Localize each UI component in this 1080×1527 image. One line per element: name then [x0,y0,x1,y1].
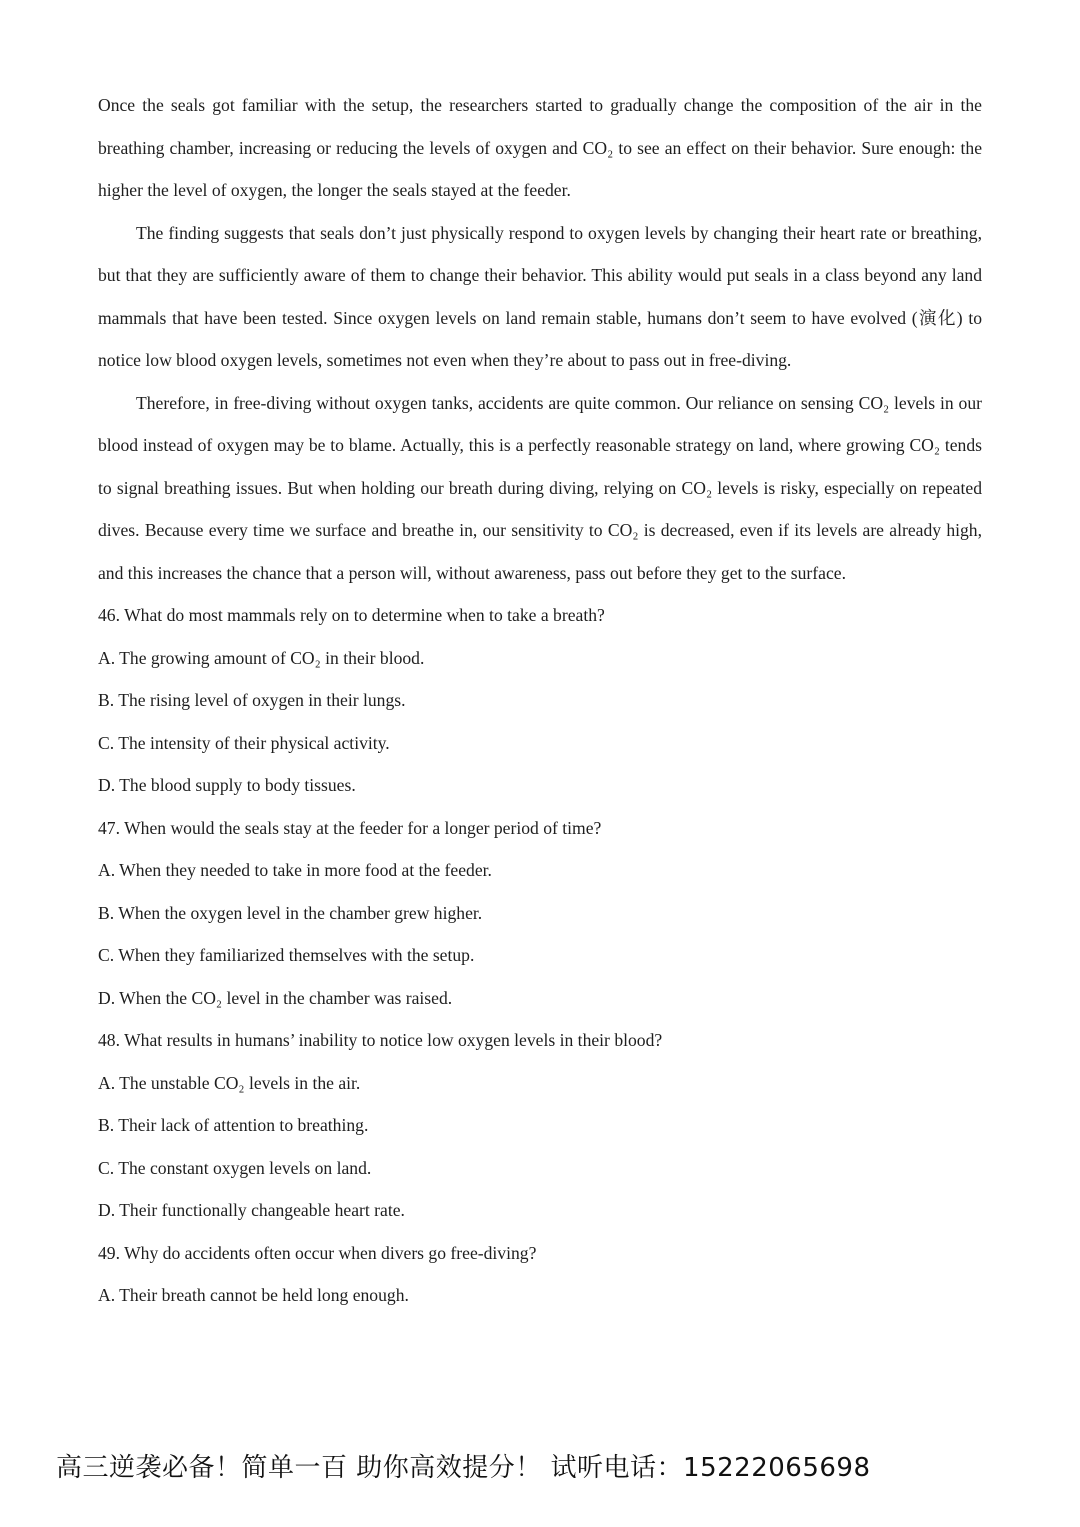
passage-paragraph-2: The finding suggests that seals don’t just physically respond to oxygen levels by changing their heart rate or breathing, but that they are sufficiently aware of them to change their behavior. This ability would put seals in a class beyond any land mammals that have been tested. Since oxygen levels on land remain stable, humans don’t seem to have evolved (演化) to notice low blood oxygen levels, sometimes not even when they’re about to pass out in free-diving. [98,222,982,370]
answer-option: C. When they familiarized themselves with the setup. [98,945,475,965]
answer-option: C. The intensity of their physical activity. [98,732,390,753]
answer-option: B. The rising level of oxygen in their lungs. [98,690,406,710]
answer-option: A. When they needed to take in more food at the feeder. [98,860,492,880]
question-stem: 47. When would the seals stay at the feeder for a longer period of time? [98,817,602,838]
passage-paragraph-1: Once the seals got familiar with the setup, the researchers started to gradually change the composition of the air in the breathing chamber, increasing or reducing the levels of oxygen and CO₂ to see an effect on their behavior. Sure enough: the higher the level of oxygen, the longer the seals stayed at the feeder. [98,95,982,200]
question-48 [98,1019,982,1232]
question-47 [98,807,982,1020]
answer-option: A. The growing amount of CO₂ in their blood. [98,647,425,668]
answer-option: D. The blood supply to body tissues. [98,775,356,795]
passage-paragraph-3: Therefore, in free-diving without oxygen tanks, accidents are quite common. Our reliance on sensing CO₂ levels in our blood instead of oxygen may be to blame. Actually, this is a perfectly reasonable strategy on land, where growing CO₂ tends to signal breathing issues. But when holding our breath during diving, relying on CO₂ levels is risky, especially on repeated dives. Because every time we surface and breathe in, our sensitivity to CO₂ is decreased, even if its levels are already high, and this increases the chance that a person will, without awareness, pass out before they get to the surface. [98,392,982,583]
answer-option: D. When the CO₂ level in the chamber was raised. [98,987,453,1008]
answer-option: C. The constant oxygen levels on land. [98,1157,372,1178]
question-46 [98,594,982,807]
answer-option: D. Their functionally changeable heart rate. [98,1200,405,1220]
answer-option: B. Their lack of attention to breathing. [98,1115,369,1135]
answer-option: A. The unstable CO₂ levels in the air. [98,1072,361,1093]
answer-option: B. When the oxygen level in the chamber grew higher. [98,902,483,923]
question-stem: 46. What do most mammals rely on to determine when to take a breath? [98,605,605,625]
question-49 [98,1232,982,1317]
document-page [98,84,982,1317]
answer-option: A. Their breath cannot be held long enough. [98,1285,409,1305]
question-stem: 48. What results in humans’ inability to notice low oxygen levels in their blood? [98,1030,663,1050]
question-stem: 49. Why do accidents often occur when divers go free-diving? [98,1242,537,1263]
promo-footer: 高三逆袭必备！简单一百 助你高效提分！ 试听电话：15222065698 [56,1453,871,1483]
